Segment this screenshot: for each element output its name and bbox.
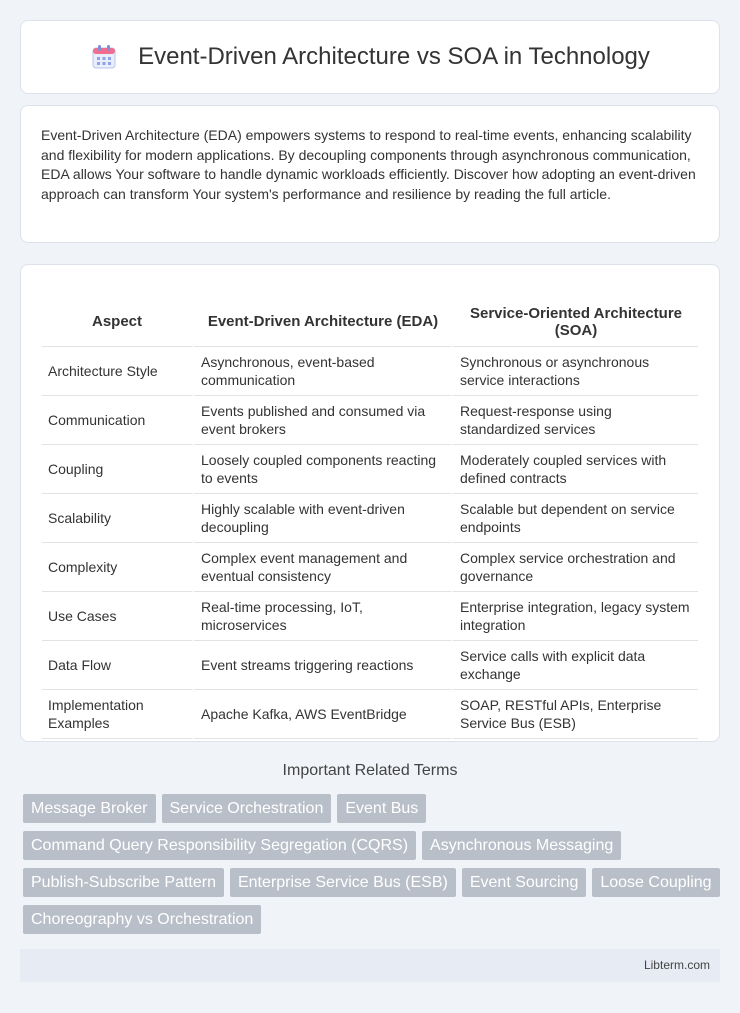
footer-link[interactable]: Libterm.com — [643, 958, 710, 972]
row-eda: Apache Kafka, AWS EventBridge — [192, 690, 451, 739]
row-soa: SOAP, RESTful APIs, Enterprise Service Bus (ESB) — [451, 690, 698, 739]
row-eda: Complex event management and eventual consistency — [192, 543, 451, 592]
tag-publish-subscribe[interactable]: Publish-Subscribe Pattern — [23, 868, 224, 897]
table-row — [42, 347, 698, 396]
comparison-table-card — [20, 264, 720, 742]
table-row — [42, 543, 698, 592]
row-eda: Asynchronous, event-based communication — [192, 347, 451, 396]
table-header-row — [42, 285, 698, 347]
row-eda: Highly scalable with event-driven decoupling — [192, 494, 451, 543]
row-aspect: Communication — [42, 396, 192, 445]
table-row — [42, 494, 698, 543]
page-title: Event-Driven Architecture vs SOA in Technology — [138, 43, 650, 70]
table-row — [42, 690, 698, 739]
row-aspect: Data Flow — [42, 641, 192, 690]
row-soa: Request-response using standardized services — [451, 396, 698, 445]
row-soa: Enterprise integration, legacy system integration — [451, 592, 698, 641]
row-eda: Event streams triggering reactions — [192, 641, 451, 690]
comparison-table — [42, 285, 698, 739]
intro-text: Event-Driven Architecture (EDA) empowers systems to respond to real-time events, enhancing scalability and flexibility for modern applications. By decoupling components through asynchronous communication, EDA allows Your software to handle dynamic workloads efficiently. Discover how adopting an event-driven approach can transform Your system's performance and resilience by reading the full article. — [41, 127, 696, 202]
header-aspect: Aspect — [42, 285, 192, 347]
intro-card — [20, 105, 720, 243]
row-soa: Synchronous or asynchronous service interactions — [451, 347, 698, 396]
row-soa: Moderately coupled services with defined contracts — [451, 445, 698, 494]
row-aspect: Architecture Style — [42, 347, 192, 396]
table-row — [42, 641, 698, 690]
row-eda: Real-time processing, IoT, microservices — [192, 592, 451, 641]
row-aspect: Use Cases — [42, 592, 192, 641]
related-tags — [23, 794, 723, 934]
tag-esb[interactable]: Enterprise Service Bus (ESB) — [230, 868, 456, 897]
row-aspect: Coupling — [42, 445, 192, 494]
related-terms-title: Important Related Terms — [282, 762, 458, 779]
row-soa: Complex service orchestration and governance — [451, 543, 698, 592]
tag-cqrs[interactable]: Command Query Responsibility Segregation (CQRS) — [23, 831, 416, 860]
footer — [20, 949, 720, 982]
row-eda: Events published and consumed via event brokers — [192, 396, 451, 445]
title-wrap — [90, 43, 650, 71]
table-row — [42, 445, 698, 494]
table-row — [42, 592, 698, 641]
row-aspect: Scalability — [42, 494, 192, 543]
tag-event-sourcing[interactable]: Event Sourcing — [462, 868, 587, 897]
tag-service-orchestration[interactable]: Service Orchestration — [162, 794, 332, 823]
tag-choreography-vs-orchestration[interactable]: Choreography vs Orchestration — [23, 905, 261, 934]
header-soa: Service-Oriented Architecture (SOA) — [451, 285, 698, 347]
tag-loose-coupling[interactable]: Loose Coupling — [592, 868, 719, 897]
row-aspect: Implementation Examples — [42, 690, 192, 739]
calendar-icon — [90, 43, 118, 71]
header-eda: Event-Driven Architecture (EDA) — [192, 285, 451, 347]
row-eda: Loosely coupled components reacting to events — [192, 445, 451, 494]
row-aspect: Complexity — [42, 543, 192, 592]
tag-asynchronous-messaging[interactable]: Asynchronous Messaging — [422, 831, 621, 860]
table-row — [42, 396, 698, 445]
tag-message-broker[interactable]: Message Broker — [23, 794, 156, 823]
tag-event-bus[interactable]: Event Bus — [337, 794, 426, 823]
header-card — [20, 20, 720, 94]
row-soa: Service calls with explicit data exchange — [451, 641, 698, 690]
row-soa: Scalable but dependent on service endpoints — [451, 494, 698, 543]
